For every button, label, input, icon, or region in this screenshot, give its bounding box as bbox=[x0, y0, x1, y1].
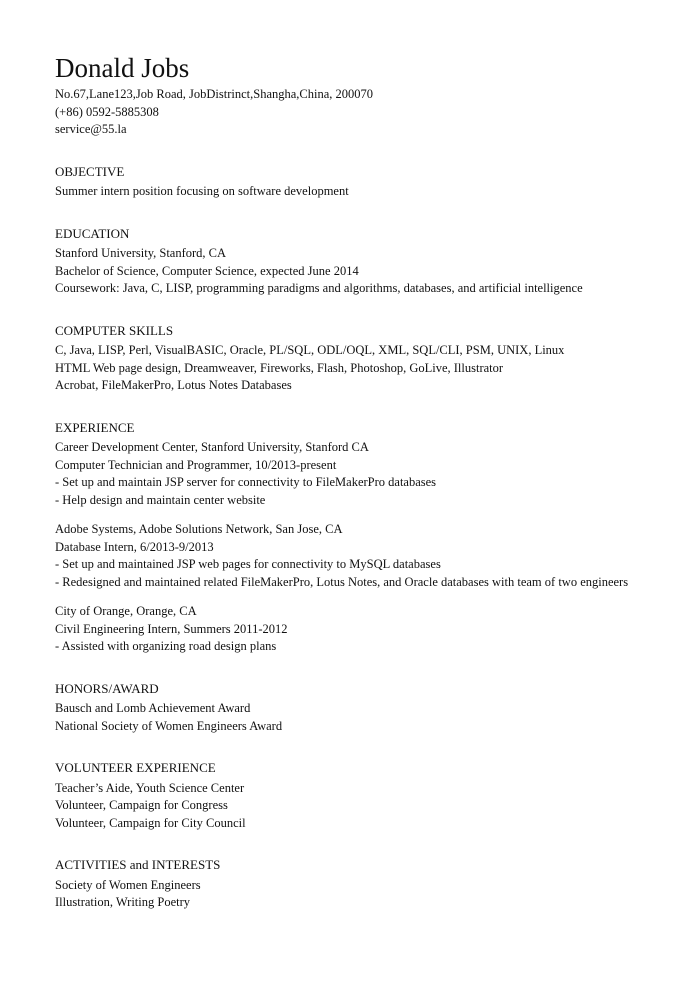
education-section bbox=[55, 225, 685, 298]
skills-line: HTML Web page design, Dreamweaver, Fireworks, Flash, Photoshop, GoLive, Illustrator bbox=[55, 360, 504, 375]
section-title-objective: OBJECTIVE bbox=[55, 163, 125, 179]
skills-line: Acrobat, FileMakerPro, Lotus Notes Databases bbox=[55, 378, 292, 392]
honors-section bbox=[55, 680, 685, 736]
candidate-name: Donald Jobs bbox=[55, 53, 190, 83]
education-line: Bachelor of Science, Computer Science, expected June 2014 bbox=[55, 263, 359, 278]
experience-line: - Assisted with organizing road design plans bbox=[55, 639, 277, 653]
honors-line: National Society of Women Engineers Award bbox=[55, 718, 283, 733]
phone-line: (+86) 0592-5885308 bbox=[55, 104, 159, 119]
objective-section bbox=[55, 163, 685, 201]
experience-line: Database Intern, 6/2013-9/2013 bbox=[55, 539, 214, 554]
section-title-honors: HONORS/AWARD bbox=[55, 680, 159, 696]
section-title-experience: EXPERIENCE bbox=[55, 419, 135, 435]
resume-page bbox=[55, 52, 685, 912]
skills-section bbox=[55, 322, 685, 395]
address-line: No.67,Lane123,Job Road, JobDistrinct,Shangha,China, 200070 bbox=[55, 87, 374, 101]
honors-line: Bausch and Lomb Achievement Award bbox=[55, 701, 251, 715]
section-title-education: EDUCATION bbox=[55, 225, 130, 241]
experience-line: City of Orange, Orange, CA bbox=[55, 604, 197, 618]
experience-line: - Set up and maintained JSP web pages for connectivity to MySQL databases bbox=[55, 557, 441, 571]
volunteer-line: Volunteer, Campaign for City Council bbox=[55, 815, 246, 830]
volunteer-line: Teacher’s Aide, Youth Science Center bbox=[55, 780, 245, 795]
experience-line: Computer Technician and Programmer, 10/2013-present bbox=[55, 457, 337, 472]
resume-header bbox=[55, 52, 685, 139]
section-title-volunteer: VOLUNTEER EXPERIENCE bbox=[55, 760, 216, 775]
section-title-activities: ACTIVITIES and INTERESTS bbox=[55, 857, 221, 872]
experience-line: Civil Engineering Intern, Summers 2011-2012 bbox=[55, 621, 288, 636]
objective-line: Summer intern position focusing on software development bbox=[55, 184, 349, 198]
experience-entry bbox=[55, 439, 685, 509]
activities-line: Society of Women Engineers bbox=[55, 877, 201, 892]
education-line: Stanford University, Stanford, CA bbox=[55, 246, 227, 260]
volunteer-line: Volunteer, Campaign for Congress bbox=[55, 798, 228, 812]
activities-section bbox=[55, 856, 685, 912]
experience-line: - Redesigned and maintained related FileMakerPro, Lotus Notes, and Oracle databases with team of two engineers bbox=[55, 574, 629, 589]
activities-line: Illustration, Writing Poetry bbox=[55, 895, 191, 909]
skills-line: C, Java, LISP, Perl, VisualBASIC, Oracle, PL/SQL, ODL/OQL, XML, SQL/CLI, PSM, UNIX, Linux bbox=[55, 343, 565, 357]
experience-line: Career Development Center, Stanford University, Stanford CA bbox=[55, 440, 369, 454]
experience-line: - Help design and maintain center website bbox=[55, 492, 266, 507]
experience-entry bbox=[55, 521, 685, 591]
section-title-skills: COMPUTER SKILLS bbox=[55, 322, 174, 338]
experience-line: Adobe Systems, Adobe Solutions Network, San Jose, CA bbox=[55, 522, 343, 536]
education-line: Coursework: Java, C, LISP, programming paradigms and algorithms, databases, and artificial intelligence bbox=[55, 281, 583, 295]
experience-line: - Set up and maintain JSP server for connectivity to FileMakerPro databases bbox=[55, 475, 437, 489]
experience-entry bbox=[55, 603, 685, 656]
volunteer-section bbox=[55, 759, 685, 832]
email-line: service@55.la bbox=[55, 122, 127, 136]
experience-section bbox=[55, 419, 685, 656]
